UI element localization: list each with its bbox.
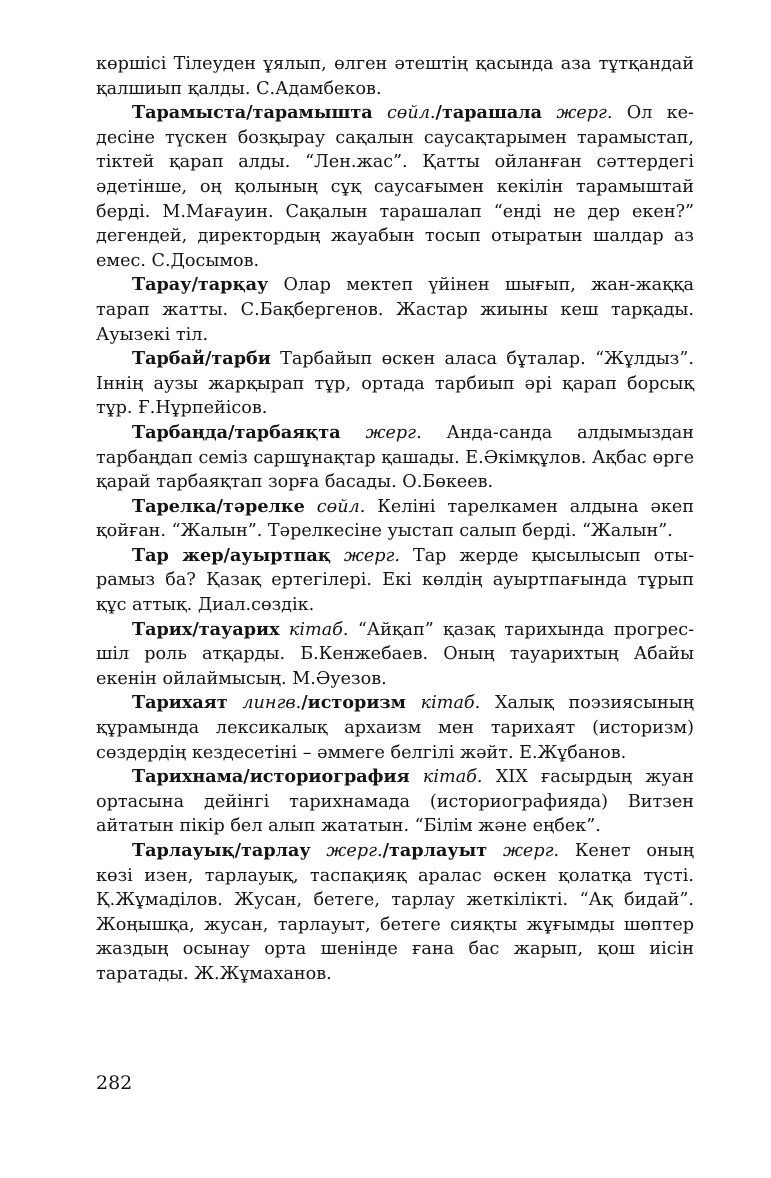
usage-mark: сөйл. — [386, 103, 436, 124]
usage-mark: кітаб. — [420, 693, 481, 714]
entry-text: Олар мектеп үйінен шығып, жан-жаққа тарап жатты. С.Бақбергенов. Жастар жиыны кеш тарқады. Ауызекі тіл. — [96, 275, 694, 345]
entry-text — [331, 546, 344, 566]
entry-text: Халық поэзиясының құрамында лексикалық архаизм мен тарихаят (историзм) сөздердің кездесетіні – әммеге белгілі жәйт. Е.Жұбанов. — [96, 693, 695, 763]
dictionary-entry — [96, 618, 694, 692]
headword: Тарих/тауарих — [132, 618, 280, 640]
usage-mark: кітаб. — [288, 619, 349, 640]
entry-text — [228, 693, 243, 713]
entry-text — [542, 103, 556, 123]
entry-text: Кенет оның көзі изен, тарлауық, таспақияқ аралас өскен қолатқа түсті. Қ.Жұмаділов. Жусан, бетеге, тарлау жеткілікті. “Ақ бидай”. Жоңышқа, жусан, тарлауыт, бетеге сияқты жұғымды шөптер жаздың осынау орта шенінде ғана бас жарып, қош иісін таратады. Ж.Жұмаханов. — [96, 841, 695, 984]
headword: Тарбаңда/тарбаяқта — [132, 421, 341, 443]
page-number: 282 — [96, 1072, 133, 1094]
headword: Тарбай/тарби — [132, 348, 271, 370]
dictionary-entry — [96, 495, 694, 544]
dictionary-page-text — [96, 52, 694, 987]
entry-text — [373, 103, 387, 123]
dictionary-entry — [96, 765, 694, 839]
dictionary-entry — [96, 691, 694, 765]
entry-text: XIX ғасырдың жуан ортасына дейінгі тарихнамада (историографияда) Витзен айтатын пікір бел алып жататын. “Білім және еңбек”. — [96, 767, 694, 837]
usage-mark: жерг. — [556, 103, 613, 124]
dictionary-entry — [96, 839, 694, 987]
headword: Тарамыста/тарамышта — [132, 102, 373, 124]
headword: /историзм — [301, 692, 406, 714]
usage-mark: кітаб. — [422, 767, 483, 788]
usage-mark: лингв. — [242, 693, 302, 714]
dictionary-entry — [96, 544, 694, 618]
usage-mark: жерг. — [365, 422, 422, 443]
dictionary-entry — [96, 273, 694, 347]
entry-text — [410, 767, 423, 787]
headword: Тарлауық/тарлау — [132, 840, 311, 861]
dictionary-entry — [96, 101, 694, 273]
entry-text — [487, 841, 503, 861]
usage-mark: жерг. — [502, 841, 560, 861]
entry-text: “Айқап” қазақ тарихында прогресшіл роль атқарды. Б.Кенжебаев. Оның тауарихтың Абайы екенін ойлаймысың. М.Әуезов. — [96, 619, 695, 689]
dictionary-entry — [96, 421, 694, 495]
continued-paragraph — [96, 52, 694, 101]
entry-text — [311, 841, 327, 861]
entry-text: Тар жерде қысылысып отырамыз ба? Қазақ ертегілері. Екі көлдің ауыртпағында тұрып құс аттық. Диал.сөздік. — [96, 545, 695, 616]
entry-text: Ол кедесіне түскен бозқырау сақалын саусақтарымен тарамыстап, тіктей қарап алды. “Лен.жас”. Қатты ойланған сәттердегі әдетінше, оң қолының сұқ саусағымен кекілін тарамыштай берді. М.Мағауин. Сақалын тарашалап “енді не дер екен?” дегендей, директордың жауабын тосып отыратын шалдар аз емес. С.Досымов. — [96, 103, 694, 271]
headword: Тар жер/ауыртпақ — [132, 544, 331, 566]
entry-text — [341, 423, 366, 443]
entry-text — [280, 620, 289, 640]
usage-mark: жерг. — [343, 545, 400, 566]
headword: Тарихаят — [132, 692, 228, 714]
entry-text: Анда-санда алдымыздан тарбаңдап семіз саршұнақтар қашады. Е.Әкімқұлов. Ақбас өрге қарай тарбаяқтап зорға басады. О.Бөкеев. — [96, 422, 694, 493]
headword: Тарелка/тәрелке — [132, 495, 305, 517]
headword: Тарау/тарқау — [132, 274, 269, 296]
headword: Тарихнама/историография — [132, 766, 410, 788]
entry-text: Келіні тарелкамен алдына әкеп қойған. “Жалын”. Тәрелкесіне уыстап салып берді. “Жалын”. — [96, 496, 694, 542]
usage-mark: жерг. — [326, 841, 383, 861]
usage-mark: сөйл. — [316, 496, 366, 517]
entry-text: Тарбайып өскен аласа бұталар. “Жұлдыз”. Іннің аузы жарқырап тұр, ортада тарбиып әрі қарап борсық тұр. Ғ.Нұрпейісов. — [96, 349, 694, 419]
headword: /тарашала — [435, 102, 543, 124]
entry-text — [305, 497, 317, 517]
entry-text — [406, 693, 421, 713]
entry-text: көршісі Тілеуден ұялып, өлген әтештің қасында аза тұтқандай қалшиып қалды. С.Адамбеков. — [96, 54, 694, 99]
headword: /тарлауыт — [382, 840, 488, 861]
dictionary-entry — [96, 347, 694, 421]
